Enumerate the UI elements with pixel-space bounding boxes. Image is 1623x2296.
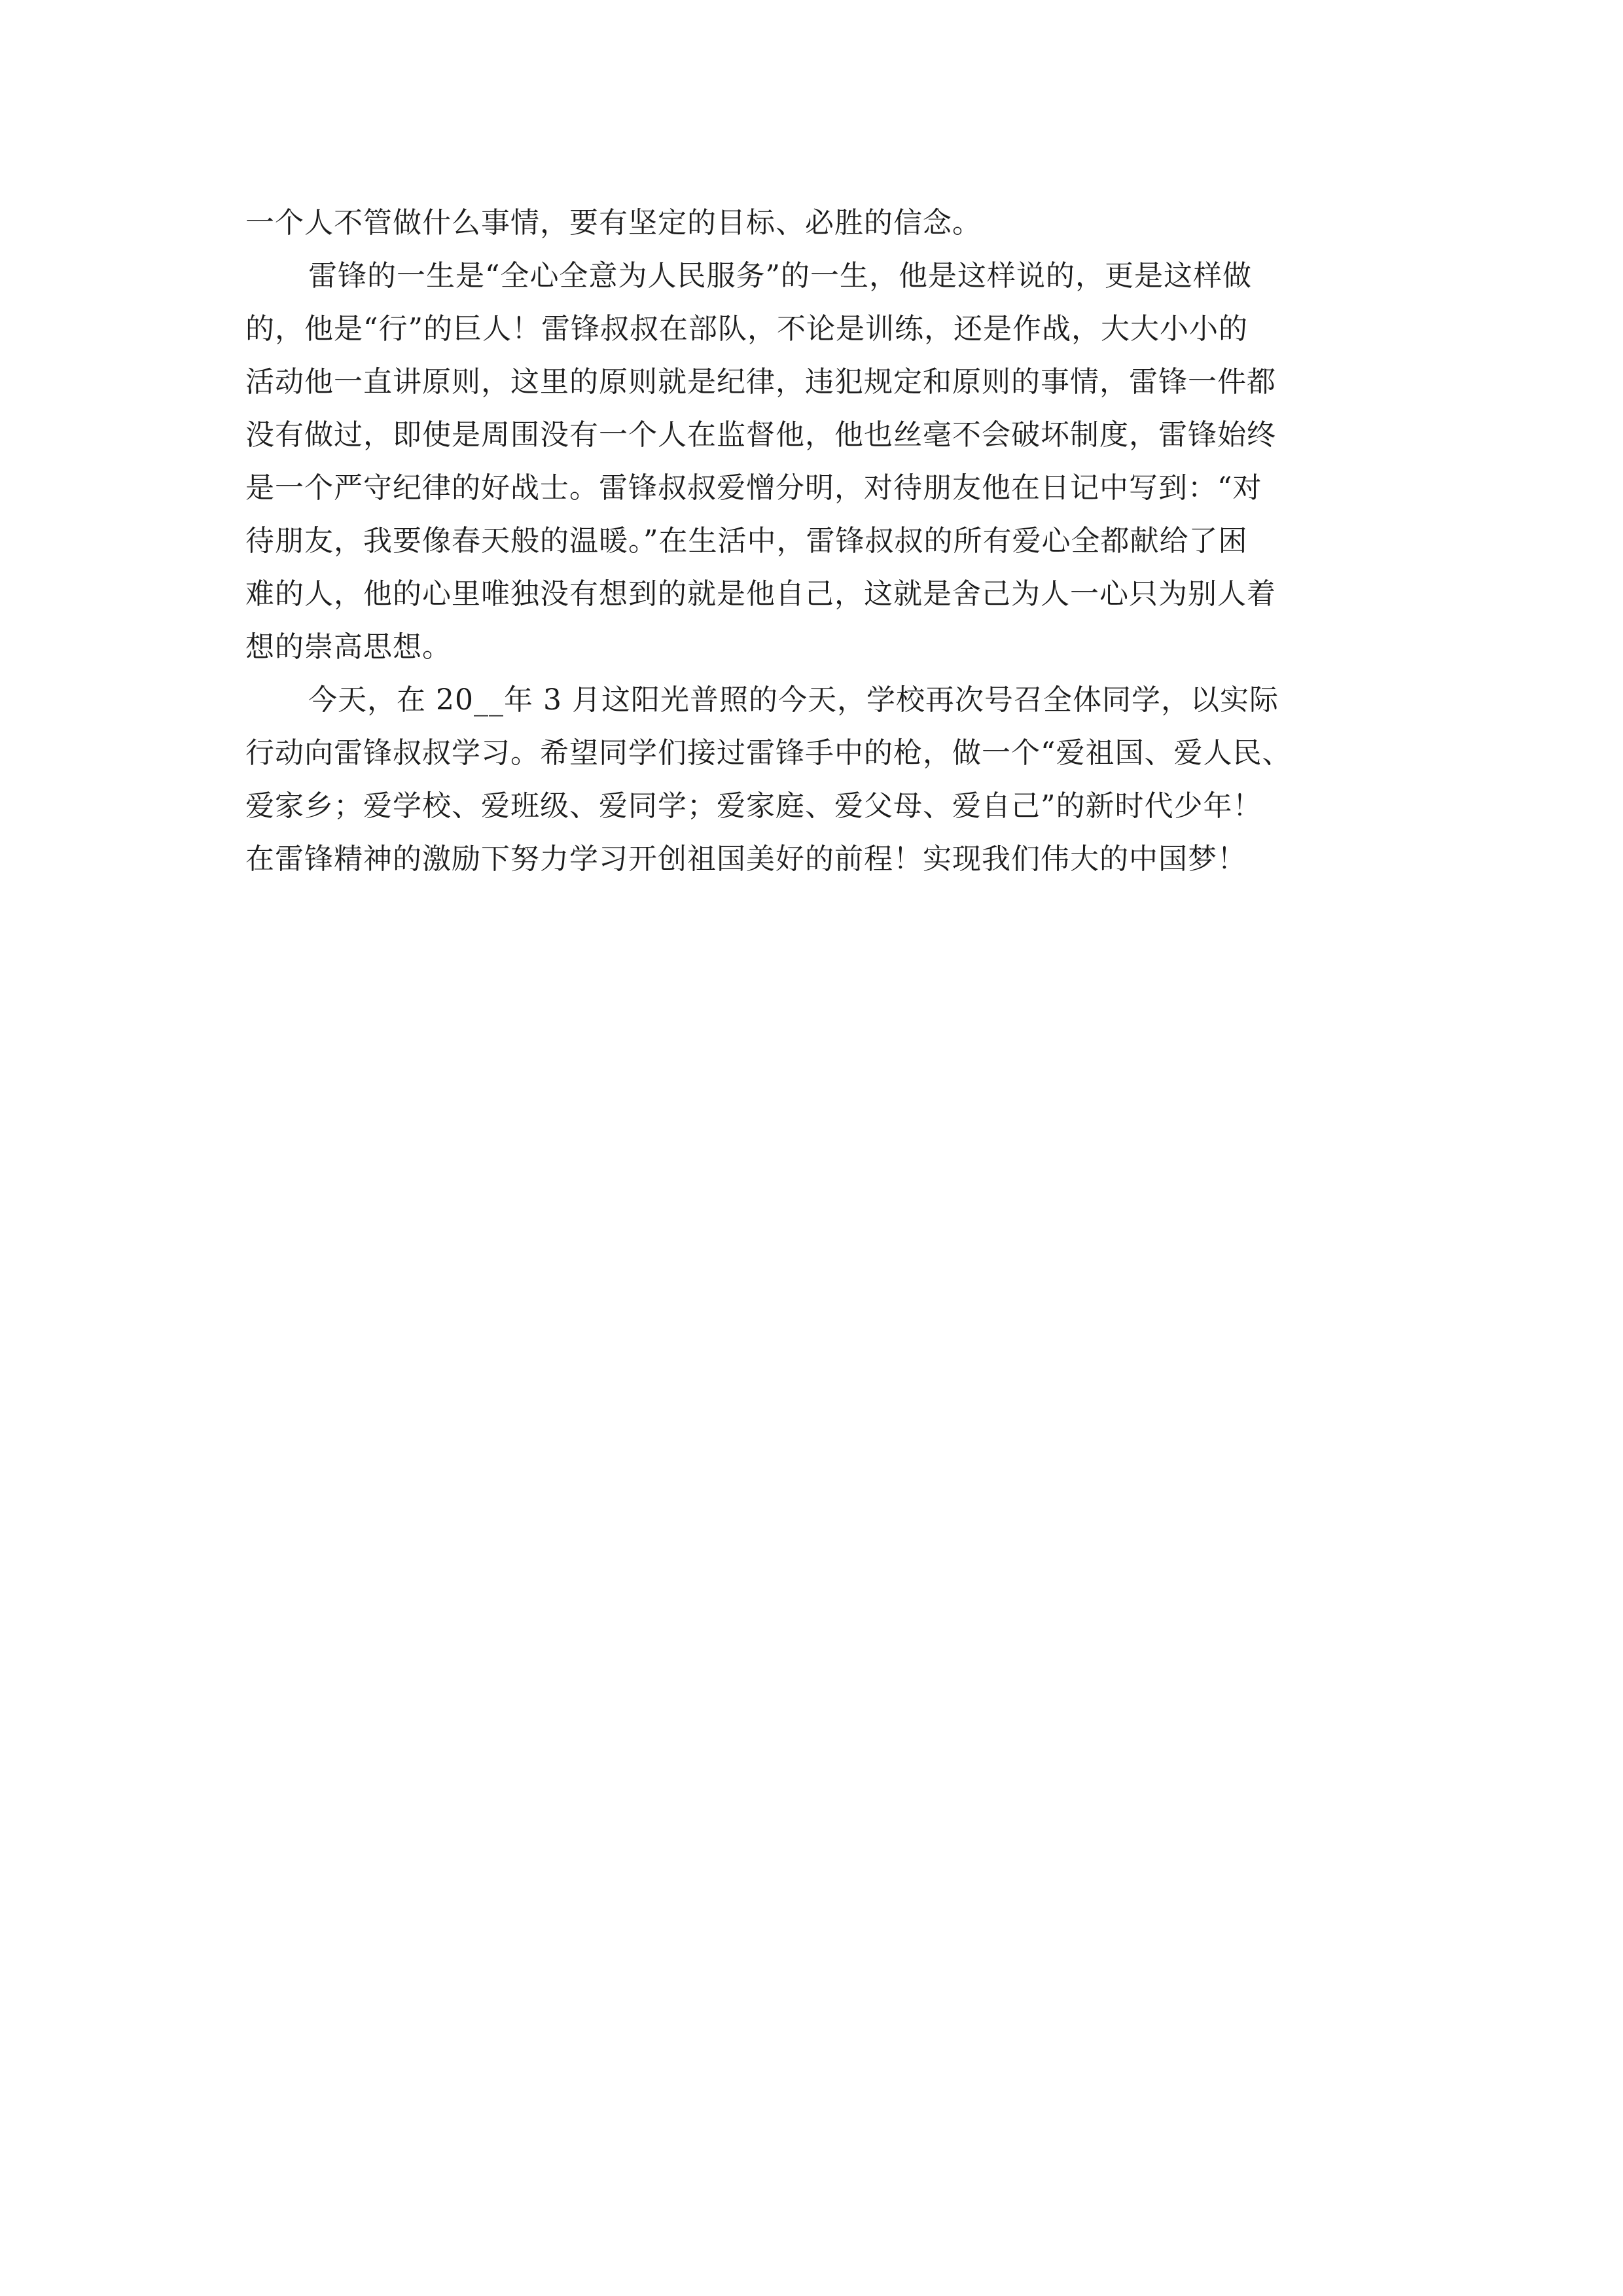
paragraph-line: 今天，在 20__年 3 月这阳光普照的今天，学校再次号召全体同学，以实际 <box>308 683 1279 717</box>
paragraph-line: 的，他是“行”的巨人！雷锋叔叔在部队，不论是训练，还是作战，大大小小的 <box>245 312 1248 346</box>
paragraph-line: 难的人，他的心里唯独没有想到的就是他自己，这就是舍己为人一心只为别人着 <box>245 577 1276 611</box>
paragraph-line: 一个人不管做什么事情，要有坚定的目标、必胜的信念。 <box>245 206 982 240</box>
paragraph-line: 爱家乡；爱学校、爱班级、爱同学；爱家庭、爱父母、爱自己”的新时代少年！ <box>245 789 1262 823</box>
paragraph-2 <box>245 249 1404 673</box>
body-text <box>245 196 1404 886</box>
paragraph-line: 没有做过，即使是周围没有一个人在监督他，他也丝毫不会破坏制度，雷锋始终 <box>245 418 1276 452</box>
paragraph-line: 想的崇高思想。 <box>245 630 452 664</box>
paragraph-line: 雷锋的一生是“全心全意为人民服务”的一生，他是这样说的，更是这样做 <box>308 259 1252 293</box>
paragraph-3 <box>245 673 1404 886</box>
paragraph-line: 是一个严守纪律的好战士。雷锋叔叔爱憎分明，对待朋友他在日记中写到：“对 <box>245 471 1262 505</box>
paragraph-line: 行动向雷锋叔叔学习。希望同学们接过雷锋手中的枪，做一个“爱祖国、爱人民、 <box>245 736 1292 770</box>
paragraph-1 <box>245 196 1404 249</box>
paragraph-line: 在雷锋精神的激励下努力学习开创祖国美好的前程！实现我们伟大的中国梦！ <box>245 842 1247 876</box>
paragraph-line: 待朋友，我要像春天般的温暖。”在生活中，雷锋叔叔的所有爱心全都献给了困 <box>245 524 1248 558</box>
paragraph-line: 活动他一直讲原则，这里的原则就是纪律，违犯规定和原则的事情，雷锋一件都 <box>245 365 1276 399</box>
